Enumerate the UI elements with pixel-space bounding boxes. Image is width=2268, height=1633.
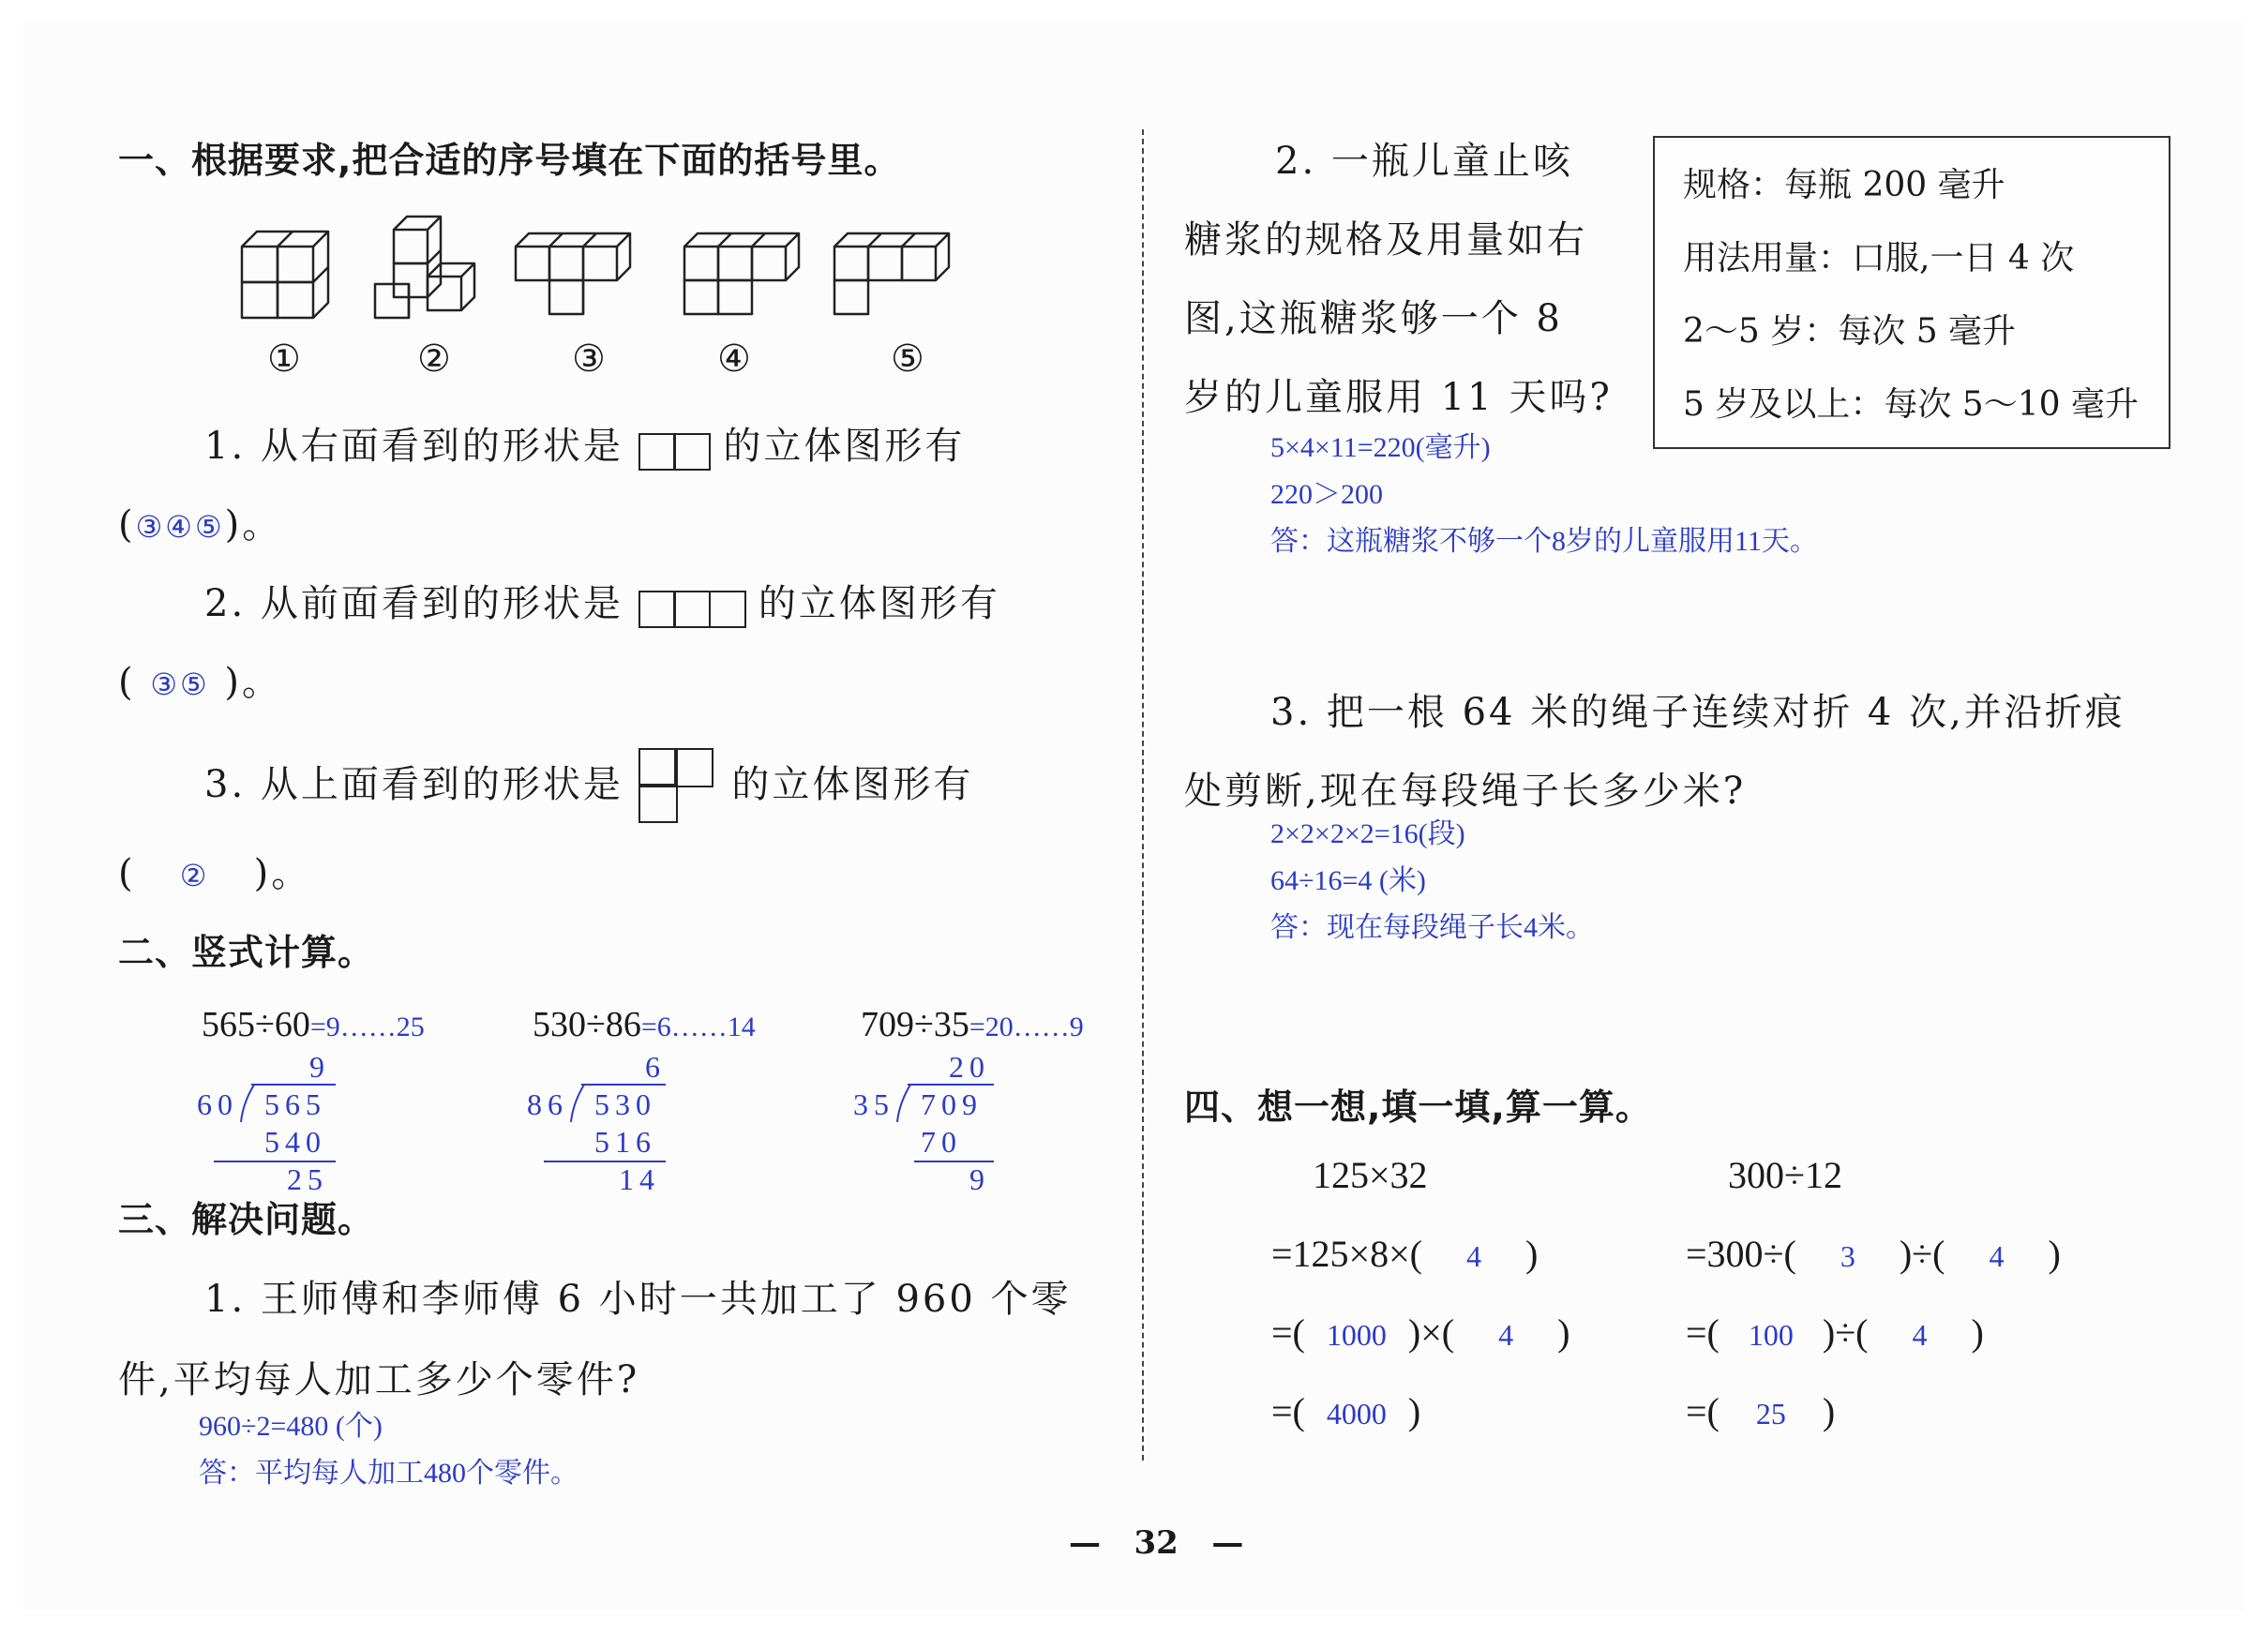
- s1-q1-line: [204, 416, 965, 471]
- top-view-shape: [638, 748, 717, 827]
- figure-label-4: ④: [717, 337, 754, 381]
- s3-q3-line2: 处剪断,现在每段绳子长多少米?: [1184, 770, 1747, 813]
- s3-q2-line2: 糖浆的规格及用量如右: [1184, 218, 1587, 262]
- syrup-label-box: [1653, 136, 2170, 449]
- s1-q2-answer: ③⑤: [150, 667, 210, 701]
- s4-right-expr: 300÷12: [1728, 1154, 1842, 1196]
- s1-q2-line: [204, 574, 1000, 628]
- s1-q2-answer-line: ( ③⑤ )。: [118, 661, 283, 704]
- s1-q3-answer: ②: [179, 859, 210, 892]
- s3-q1-answer: 答：平均每人加工480个零件。: [199, 1458, 578, 1489]
- s1-q3-tail: 的立体图形有: [731, 763, 974, 806]
- label-line-3: 2～5 岁：每次 5 毫升: [1683, 312, 2017, 351]
- label-line-4: 5 岁及以上：每次 5～10 毫升: [1683, 385, 2139, 424]
- problem-3: 709÷35=20……9: [861, 1005, 1084, 1044]
- problem-1-answer: =9……25: [309, 1011, 425, 1042]
- s3-q2-line1: 2. 一瓶儿童止咳: [1275, 140, 1573, 183]
- s1-q1-answer: ③④⑤: [135, 510, 225, 544]
- section2-title: 二、竖式计算。: [118, 932, 375, 973]
- figure-label-5: ⑤: [891, 337, 927, 381]
- s3-q3-calc1: 2×2×2×2=16(段): [1270, 818, 1465, 849]
- s3-q3-calc2: 64÷16=4 (米): [1270, 865, 1426, 896]
- s3-q3-line1: 3. 把一根 64 米的绳子连续对折 4 次,并沿折痕: [1270, 691, 2125, 734]
- front-view-shape: [638, 585, 744, 628]
- s4-right-row3: =( 25 ): [1686, 1390, 1836, 1432]
- s3-q1-line1: 1. 王师傅和李师傅 6 小时一共加工了 960 个零: [204, 1278, 1072, 1321]
- s3-q2-line3: 图,这瓶糖浆够一个 8: [1184, 297, 1563, 340]
- s3-q2-line4: 岁的儿童服用 11 天吗?: [1184, 376, 1613, 419]
- s3-q2-calc1: 5×4×11=220(毫升): [1270, 432, 1491, 463]
- section1-title: 一、根据要求,把合适的序号填在下面的括号里。: [118, 140, 901, 181]
- cube-figures: [234, 211, 1003, 333]
- s3-q3-answer: 答：现在每段绳子长4米。: [1270, 912, 1594, 943]
- problem-2: 530÷86=6……14: [533, 1005, 756, 1044]
- s3-q2-answer: 答：这瓶糖浆不够一个8岁的儿童服用11天。: [1270, 526, 1818, 557]
- problem-3-answer: =20……9: [969, 1011, 1084, 1042]
- s4-left-row1: =125×8×( 4 ): [1271, 1233, 1539, 1275]
- figure-3: [516, 233, 630, 314]
- section4-title: 四、想一想,填一填,算一算。: [1184, 1086, 1652, 1128]
- s1-q1-answer-line: (③④⑤)。: [118, 503, 283, 547]
- s4-left-row2: =( 1000 )×( 4 ): [1271, 1311, 1570, 1354]
- s1-q1-text: 1. 从右面看到的形状是: [204, 425, 623, 468]
- problem-1: 565÷60=9……25: [202, 1005, 425, 1044]
- section3-title: 三、解决问题。: [118, 1199, 375, 1240]
- page-footer: — 32 —: [1069, 1524, 1244, 1562]
- s1-q1-tail: 的立体图形有: [723, 425, 966, 468]
- figure-5: [834, 233, 949, 314]
- s4-left-expr: 125×32: [1313, 1154, 1428, 1196]
- label-line-2: 用法用量：口服,一日 4 次: [1683, 239, 2075, 277]
- s3-q1-line2: 件,平均每人加工多少个零件?: [118, 1358, 640, 1401]
- s4-left-row3: =( 4000 ): [1271, 1390, 1421, 1432]
- page-number: 32: [1134, 1524, 1179, 1562]
- figure-2: [375, 217, 474, 318]
- figure-label-3: ③: [572, 337, 608, 381]
- s1-q3-text: 3. 从上面看到的形状是: [204, 763, 623, 806]
- figure-1: [242, 232, 328, 318]
- s4-right-row2: =( 100 )÷( 4 ): [1686, 1311, 1984, 1354]
- figure-label-1: ①: [267, 337, 304, 381]
- s4-right-row1: =300÷( 3 )÷( 4 ): [1686, 1233, 2061, 1275]
- s1-q3-line: [204, 748, 973, 827]
- s1-q3-answer-line: ( ② )。: [118, 852, 312, 895]
- s1-q2-text: 2. 从前面看到的形状是: [204, 582, 623, 625]
- right-view-shape: [638, 427, 709, 471]
- s3-q2-calc2: 220＞200: [1270, 479, 1383, 510]
- figure-4: [684, 233, 799, 314]
- s3-q1-calc: 960÷2=480 (个): [199, 1411, 383, 1442]
- problem-2-answer: =6……14: [640, 1011, 756, 1042]
- column-divider: [1142, 129, 1144, 1461]
- s1-q2-tail: 的立体图形有: [758, 582, 1000, 625]
- label-line-1: 规格：每瓶 200 毫升: [1683, 166, 2005, 204]
- figure-label-2: ②: [417, 337, 454, 381]
